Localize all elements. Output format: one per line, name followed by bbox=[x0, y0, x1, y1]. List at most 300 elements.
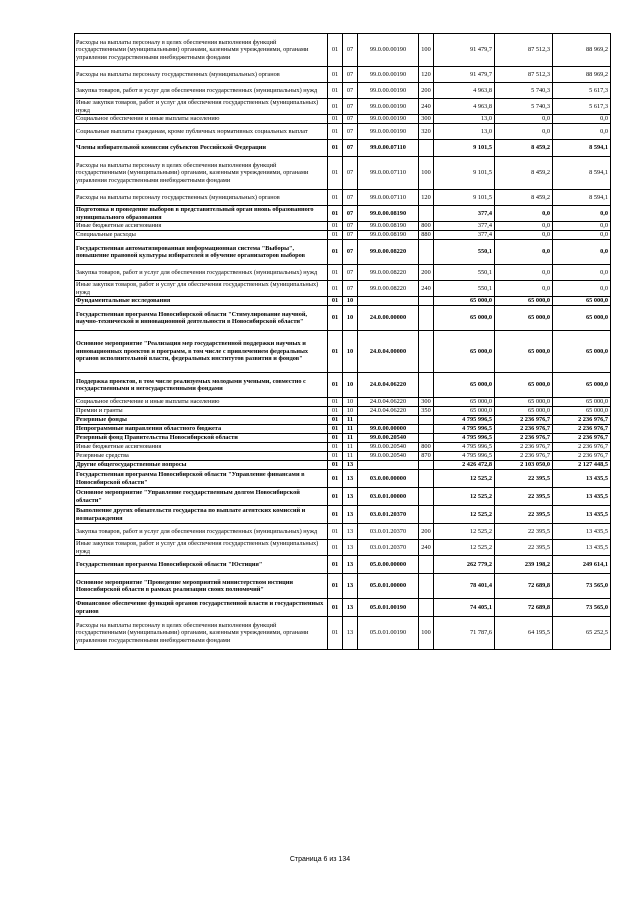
expense-type-code: 240 bbox=[419, 99, 434, 115]
amount-year-3: 65 000,0 bbox=[553, 407, 611, 416]
amount-year-3: 2 236 976,7 bbox=[553, 425, 611, 434]
amount-year-1: 78 401,4 bbox=[434, 574, 495, 599]
amount-year-2: 0,0 bbox=[495, 124, 553, 140]
target-article-code: 24.0.00.00000 bbox=[358, 306, 419, 331]
amount-year-2: 65 000,0 bbox=[495, 297, 553, 306]
expense-type-code: 200 bbox=[419, 83, 434, 99]
amount-year-2: 0,0 bbox=[495, 281, 553, 297]
item-name: Подготовка и проведение выборов в представительный орган вновь образованного муниципального образования bbox=[75, 206, 328, 222]
expense-type-code bbox=[419, 373, 434, 398]
subsection-code: 13 bbox=[343, 506, 358, 524]
amount-year-3: 13 435,5 bbox=[553, 488, 611, 506]
subsection-code: 13 bbox=[343, 488, 358, 506]
expense-type-code: 800 bbox=[419, 222, 434, 231]
amount-year-2: 65 000,0 bbox=[495, 331, 553, 373]
target-article-code: 99.0.00.08220 bbox=[358, 265, 419, 281]
subsection-code: 11 bbox=[343, 434, 358, 443]
section-code: 01 bbox=[328, 83, 343, 99]
target-article-code: 99.0.00.00190 bbox=[358, 99, 419, 115]
section-code: 01 bbox=[328, 540, 343, 556]
amount-year-3: 13 435,5 bbox=[553, 506, 611, 524]
expense-type-code bbox=[419, 297, 434, 306]
item-name: Закупка товаров, работ и услуг для обеспечения государственных (муниципальных) нужд bbox=[75, 265, 328, 281]
amount-year-1: 65 000,0 bbox=[434, 297, 495, 306]
amount-year-3: 13 435,5 bbox=[553, 524, 611, 540]
table-row bbox=[75, 67, 611, 83]
amount-year-1: 4 795 996,5 bbox=[434, 425, 495, 434]
item-name: Государственная программа Новосибирской области "Юстиция" bbox=[75, 556, 328, 574]
amount-year-2: 2 236 976,7 bbox=[495, 416, 553, 425]
expense-type-code: 300 bbox=[419, 398, 434, 407]
expense-type-code: 100 bbox=[419, 34, 434, 67]
section-code: 01 bbox=[328, 434, 343, 443]
amount-year-2: 8 459,2 bbox=[495, 157, 553, 190]
item-name: Социальное обеспечение и иные выплаты населению bbox=[75, 115, 328, 124]
target-article-code: 03.0.01.20370 bbox=[358, 540, 419, 556]
section-code: 01 bbox=[328, 190, 343, 206]
table-row bbox=[75, 265, 611, 281]
budget-table bbox=[74, 33, 611, 650]
section-code: 01 bbox=[328, 206, 343, 222]
table-row bbox=[75, 99, 611, 115]
subsection-code: 10 bbox=[343, 306, 358, 331]
table-row bbox=[75, 157, 611, 190]
subsection-code: 10 bbox=[343, 398, 358, 407]
amount-year-2: 65 000,0 bbox=[495, 407, 553, 416]
subsection-code: 13 bbox=[343, 574, 358, 599]
section-code: 01 bbox=[328, 617, 343, 650]
item-name: Иные закупки товаров, работ и услуг для обеспечения государственных (муниципальных) нужд bbox=[75, 281, 328, 297]
amount-year-3: 65 000,0 bbox=[553, 297, 611, 306]
section-code: 01 bbox=[328, 306, 343, 331]
amount-year-1: 377,4 bbox=[434, 206, 495, 222]
item-name: Поддержка проектов, в том числе реализуемых молодыми учеными, совместно с государственными и негосударственными фондами bbox=[75, 373, 328, 398]
item-name: Премии и гранты bbox=[75, 407, 328, 416]
amount-year-1: 262 779,2 bbox=[434, 556, 495, 574]
section-code: 01 bbox=[328, 373, 343, 398]
target-article-code bbox=[358, 461, 419, 470]
amount-year-2: 2 236 976,7 bbox=[495, 434, 553, 443]
target-article-code: 05.0.01.00190 bbox=[358, 599, 419, 617]
amount-year-2: 0,0 bbox=[495, 206, 553, 222]
table-row bbox=[75, 506, 611, 524]
amount-year-3: 73 565,0 bbox=[553, 574, 611, 599]
section-code: 01 bbox=[328, 574, 343, 599]
section-code: 01 bbox=[328, 443, 343, 452]
amount-year-1: 4 963,8 bbox=[434, 99, 495, 115]
section-code: 01 bbox=[328, 297, 343, 306]
target-article-code: 03.0.01.00000 bbox=[358, 488, 419, 506]
amount-year-1: 65 000,0 bbox=[434, 373, 495, 398]
expense-type-code bbox=[419, 425, 434, 434]
subsection-code: 10 bbox=[343, 331, 358, 373]
subsection-code: 10 bbox=[343, 297, 358, 306]
item-name: Фундаментальные исследования bbox=[75, 297, 328, 306]
amount-year-3: 249 614,1 bbox=[553, 556, 611, 574]
expense-type-code bbox=[419, 556, 434, 574]
amount-year-1: 12 525,2 bbox=[434, 506, 495, 524]
subsection-code: 11 bbox=[343, 425, 358, 434]
expense-type-code: 320 bbox=[419, 124, 434, 140]
table-row bbox=[75, 599, 611, 617]
subsection-code: 13 bbox=[343, 599, 358, 617]
expense-type-code: 100 bbox=[419, 617, 434, 650]
amount-year-2: 2 103 050,0 bbox=[495, 461, 553, 470]
table-row bbox=[75, 373, 611, 398]
table-row bbox=[75, 190, 611, 206]
amount-year-3: 0,0 bbox=[553, 115, 611, 124]
item-name: Государственная программа Новосибирской области "Стимулирование научной, научно-технической и инновационной деятельности в Новосибирской области" bbox=[75, 306, 328, 331]
item-name: Расходы на выплаты персоналу в целях обеспечения выполнения функций государственными (муниципальными) органами, казенными учреждениями, органами управления государственными внебюджетными фондами bbox=[75, 617, 328, 650]
amount-year-2: 5 740,3 bbox=[495, 83, 553, 99]
amount-year-3: 2 236 976,7 bbox=[553, 416, 611, 425]
expense-type-code bbox=[419, 574, 434, 599]
item-name: Непрограммные направления областного бюджета bbox=[75, 425, 328, 434]
table-row bbox=[75, 297, 611, 306]
subsection-code: 13 bbox=[343, 617, 358, 650]
amount-year-2: 65 000,0 bbox=[495, 398, 553, 407]
target-article-code: 99.0.00.20540 bbox=[358, 434, 419, 443]
target-article-code: 05.0.01.00190 bbox=[358, 617, 419, 650]
amount-year-1: 13,0 bbox=[434, 124, 495, 140]
amount-year-3: 8 594,1 bbox=[553, 140, 611, 157]
amount-year-3: 5 617,3 bbox=[553, 83, 611, 99]
table-row bbox=[75, 434, 611, 443]
section-code: 01 bbox=[328, 157, 343, 190]
item-name: Основное мероприятие "Управление государственным долгом Новосибирской области" bbox=[75, 488, 328, 506]
item-name: Государственная программа Новосибирской области "Управление финансами в Новосибирской области" bbox=[75, 470, 328, 488]
amount-year-3: 0,0 bbox=[553, 124, 611, 140]
amount-year-2: 65 000,0 bbox=[495, 306, 553, 331]
section-code: 01 bbox=[328, 124, 343, 140]
table-row bbox=[75, 470, 611, 488]
amount-year-2: 22 395,5 bbox=[495, 470, 553, 488]
table-row bbox=[75, 488, 611, 506]
amount-year-3: 65 000,0 bbox=[553, 373, 611, 398]
table-row bbox=[75, 461, 611, 470]
item-name: Резервные средства bbox=[75, 452, 328, 461]
target-article-code: 99.0.00.20540 bbox=[358, 452, 419, 461]
amount-year-3: 65 000,0 bbox=[553, 331, 611, 373]
section-code: 01 bbox=[328, 140, 343, 157]
subsection-code: 07 bbox=[343, 67, 358, 83]
amount-year-1: 12 525,2 bbox=[434, 540, 495, 556]
expense-type-code bbox=[419, 331, 434, 373]
amount-year-3: 65 000,0 bbox=[553, 398, 611, 407]
amount-year-3: 0,0 bbox=[553, 222, 611, 231]
amount-year-2: 0,0 bbox=[495, 265, 553, 281]
amount-year-3: 88 969,2 bbox=[553, 34, 611, 67]
amount-year-2: 2 236 976,7 bbox=[495, 452, 553, 461]
subsection-code: 07 bbox=[343, 231, 358, 240]
target-article-code: 99.0.00.07110 bbox=[358, 140, 419, 157]
amount-year-3: 0,0 bbox=[553, 265, 611, 281]
amount-year-1: 4 795 996,5 bbox=[434, 416, 495, 425]
table-row bbox=[75, 452, 611, 461]
page-footer: Страница 6 из 134 bbox=[289, 856, 351, 863]
amount-year-1: 4 795 996,5 bbox=[434, 443, 495, 452]
amount-year-2: 87 512,3 bbox=[495, 34, 553, 67]
item-name: Расходы на выплаты персоналу в целях обеспечения выполнения функций государственными (муниципальными) органами, казенными учреждениями, органами управления государственными внебюджетными фондами bbox=[75, 34, 328, 67]
target-article-code bbox=[358, 297, 419, 306]
target-article-code: 03.0.01.20370 bbox=[358, 506, 419, 524]
section-code: 01 bbox=[328, 461, 343, 470]
target-article-code: 03.0.00.00000 bbox=[358, 470, 419, 488]
target-article-code: 99.0.00.08220 bbox=[358, 240, 419, 265]
item-name: Расходы на выплаты персоналу государственных (муниципальных) органов bbox=[75, 67, 328, 83]
item-name: Резервные фонды bbox=[75, 416, 328, 425]
amount-year-3: 2 236 976,7 bbox=[553, 443, 611, 452]
amount-year-3: 2 236 976,7 bbox=[553, 434, 611, 443]
item-name: Основное мероприятие "Проведение мероприятий министерством юстиции Новосибирской области в рамках реализации своих полномочий" bbox=[75, 574, 328, 599]
target-article-code: 99.0.00.20540 bbox=[358, 443, 419, 452]
amount-year-1: 91 479,7 bbox=[434, 67, 495, 83]
amount-year-2: 2 236 976,7 bbox=[495, 425, 553, 434]
amount-year-1: 4 795 996,5 bbox=[434, 452, 495, 461]
target-article-code: 24.0.04.00000 bbox=[358, 331, 419, 373]
expense-type-code bbox=[419, 506, 434, 524]
expense-type-code: 240 bbox=[419, 540, 434, 556]
item-name: Резервный фонд Правительства Новосибирской области bbox=[75, 434, 328, 443]
subsection-code: 07 bbox=[343, 34, 358, 67]
section-code: 01 bbox=[328, 331, 343, 373]
amount-year-1: 550,1 bbox=[434, 281, 495, 297]
target-article-code: 03.0.01.20370 bbox=[358, 524, 419, 540]
section-code: 01 bbox=[328, 67, 343, 83]
subsection-code: 07 bbox=[343, 115, 358, 124]
amount-year-3: 0,0 bbox=[553, 231, 611, 240]
amount-year-2: 72 689,8 bbox=[495, 574, 553, 599]
table-row bbox=[75, 524, 611, 540]
amount-year-2: 0,0 bbox=[495, 222, 553, 231]
table-row bbox=[75, 115, 611, 124]
subsection-code: 11 bbox=[343, 452, 358, 461]
item-name: Иные закупки товаров, работ и услуг для обеспечения государственных (муниципальных) нужд bbox=[75, 540, 328, 556]
item-name: Государственная автоматизированная информационная система "Выборы", повышение правовой культуры избирателей и обучение организаторов выборов bbox=[75, 240, 328, 265]
expense-type-code: 870 bbox=[419, 452, 434, 461]
amount-year-1: 2 426 472,8 bbox=[434, 461, 495, 470]
amount-year-3: 8 594,1 bbox=[553, 157, 611, 190]
section-code: 01 bbox=[328, 488, 343, 506]
expense-type-code: 120 bbox=[419, 67, 434, 83]
subsection-code: 07 bbox=[343, 124, 358, 140]
item-name: Закупка товаров, работ и услуг для обеспечения государственных (муниципальных) нужд bbox=[75, 524, 328, 540]
table-row bbox=[75, 540, 611, 556]
item-name: Иные бюджетные ассигнования bbox=[75, 222, 328, 231]
item-name: Расходы на выплаты персоналу в целях обеспечения выполнения функций государственными (муниципальными) органами, казенными учреждениями, органами управления государственными внебюджетными фондами bbox=[75, 157, 328, 190]
amount-year-3: 13 435,5 bbox=[553, 470, 611, 488]
item-name: Основное мероприятие "Реализация мер государственной поддержки научных и инновационных проектов и программ, в том числе с привлечением федеральных органов исполнительной власти, федеральных институтов развития и фондов" bbox=[75, 331, 328, 373]
amount-year-1: 12 525,2 bbox=[434, 470, 495, 488]
amount-year-3: 65 252,5 bbox=[553, 617, 611, 650]
expense-type-code bbox=[419, 488, 434, 506]
section-code: 01 bbox=[328, 506, 343, 524]
target-article-code: 05.0.01.00000 bbox=[358, 574, 419, 599]
item-name: Социальное обеспечение и иные выплаты населению bbox=[75, 398, 328, 407]
expense-type-code: 200 bbox=[419, 265, 434, 281]
expense-type-code bbox=[419, 206, 434, 222]
amount-year-2: 5 740,3 bbox=[495, 99, 553, 115]
table-row bbox=[75, 83, 611, 99]
amount-year-3: 5 617,3 bbox=[553, 99, 611, 115]
table-row bbox=[75, 398, 611, 407]
item-name: Выполнение других обязательств государства по выплате агентских комиссий и вознаграждения bbox=[75, 506, 328, 524]
expense-type-code bbox=[419, 461, 434, 470]
item-name: Закупка товаров, работ и услуг для обеспечения государственных (муниципальных) нужд bbox=[75, 83, 328, 99]
amount-year-2: 22 395,5 bbox=[495, 524, 553, 540]
expense-type-code: 880 bbox=[419, 231, 434, 240]
amount-year-1: 65 000,0 bbox=[434, 398, 495, 407]
amount-year-3: 0,0 bbox=[553, 206, 611, 222]
section-code: 01 bbox=[328, 398, 343, 407]
expense-type-code: 100 bbox=[419, 157, 434, 190]
table-row bbox=[75, 425, 611, 434]
target-article-code: 99.0.00.08190 bbox=[358, 222, 419, 231]
target-article-code: 99.0.00.07110 bbox=[358, 190, 419, 206]
section-code: 01 bbox=[328, 452, 343, 461]
section-code: 01 bbox=[328, 231, 343, 240]
amount-year-2: 8 459,2 bbox=[495, 190, 553, 206]
target-article-code: 05.0.00.00000 bbox=[358, 556, 419, 574]
amount-year-3: 88 969,2 bbox=[553, 67, 611, 83]
section-code: 01 bbox=[328, 115, 343, 124]
subsection-code: 13 bbox=[343, 556, 358, 574]
table-row bbox=[75, 574, 611, 599]
target-article-code: 99.0.00.08220 bbox=[358, 281, 419, 297]
section-code: 01 bbox=[328, 524, 343, 540]
table-row bbox=[75, 407, 611, 416]
amount-year-1: 550,1 bbox=[434, 240, 495, 265]
budget-table-body bbox=[75, 34, 611, 650]
amount-year-1: 9 101,5 bbox=[434, 157, 495, 190]
item-name: Специальные расходы bbox=[75, 231, 328, 240]
section-code: 01 bbox=[328, 556, 343, 574]
table-row bbox=[75, 443, 611, 452]
expense-type-code: 200 bbox=[419, 524, 434, 540]
table-row bbox=[75, 416, 611, 425]
item-name: Финансовое обеспечение функций органов государственной власти и государственных органов bbox=[75, 599, 328, 617]
amount-year-3: 73 565,0 bbox=[553, 599, 611, 617]
amount-year-1: 74 405,1 bbox=[434, 599, 495, 617]
amount-year-1: 377,4 bbox=[434, 231, 495, 240]
item-name: Расходы на выплаты персоналу государственных (муниципальных) органов bbox=[75, 190, 328, 206]
amount-year-1: 9 101,5 bbox=[434, 140, 495, 157]
amount-year-2: 2 236 976,7 bbox=[495, 443, 553, 452]
amount-year-1: 377,4 bbox=[434, 222, 495, 231]
table-row bbox=[75, 34, 611, 67]
expense-type-code: 120 bbox=[419, 190, 434, 206]
amount-year-3: 13 435,5 bbox=[553, 540, 611, 556]
section-code: 01 bbox=[328, 599, 343, 617]
table-row bbox=[75, 140, 611, 157]
target-article-code: 24.0.04.06220 bbox=[358, 398, 419, 407]
amount-year-1: 65 000,0 bbox=[434, 306, 495, 331]
subsection-code: 11 bbox=[343, 443, 358, 452]
subsection-code: 07 bbox=[343, 265, 358, 281]
amount-year-1: 71 787,6 bbox=[434, 617, 495, 650]
amount-year-3: 8 594,1 bbox=[553, 190, 611, 206]
target-article-code bbox=[358, 416, 419, 425]
section-code: 01 bbox=[328, 34, 343, 67]
subsection-code: 13 bbox=[343, 470, 358, 488]
target-article-code: 99.0.00.00190 bbox=[358, 115, 419, 124]
table-row bbox=[75, 222, 611, 231]
section-code: 01 bbox=[328, 281, 343, 297]
table-row bbox=[75, 281, 611, 297]
table-row bbox=[75, 556, 611, 574]
amount-year-1: 13,0 bbox=[434, 115, 495, 124]
amount-year-2: 72 689,8 bbox=[495, 599, 553, 617]
target-article-code: 24.0.04.06220 bbox=[358, 407, 419, 416]
amount-year-2: 8 459,2 bbox=[495, 140, 553, 157]
amount-year-1: 65 000,0 bbox=[434, 407, 495, 416]
subsection-code: 07 bbox=[343, 281, 358, 297]
amount-year-3: 65 000,0 bbox=[553, 306, 611, 331]
target-article-code: 99.0.00.08190 bbox=[358, 206, 419, 222]
target-article-code: 99.0.00.00190 bbox=[358, 67, 419, 83]
section-code: 01 bbox=[328, 240, 343, 265]
item-name: Другие общегосударственные вопросы bbox=[75, 461, 328, 470]
table-row bbox=[75, 617, 611, 650]
table-row bbox=[75, 240, 611, 265]
amount-year-2: 22 395,5 bbox=[495, 540, 553, 556]
amount-year-2: 239 198,2 bbox=[495, 556, 553, 574]
expense-type-code bbox=[419, 599, 434, 617]
amount-year-3: 0,0 bbox=[553, 240, 611, 265]
subsection-code: 10 bbox=[343, 407, 358, 416]
expense-type-code bbox=[419, 240, 434, 265]
target-article-code: 24.0.04.06220 bbox=[358, 373, 419, 398]
amount-year-1: 4 795 996,5 bbox=[434, 434, 495, 443]
expense-type-code: 240 bbox=[419, 281, 434, 297]
expense-type-code: 350 bbox=[419, 407, 434, 416]
target-article-code: 99.0.00.00190 bbox=[358, 124, 419, 140]
subsection-code: 11 bbox=[343, 416, 358, 425]
section-code: 01 bbox=[328, 265, 343, 281]
amount-year-2: 65 000,0 bbox=[495, 373, 553, 398]
expense-type-code bbox=[419, 470, 434, 488]
expense-type-code bbox=[419, 416, 434, 425]
target-article-code: 99.0.00.00190 bbox=[358, 34, 419, 67]
target-article-code: 99.0.00.00000 bbox=[358, 425, 419, 434]
expense-type-code bbox=[419, 434, 434, 443]
subsection-code: 07 bbox=[343, 190, 358, 206]
table-row bbox=[75, 231, 611, 240]
item-name: Иные бюджетные ассигнования bbox=[75, 443, 328, 452]
table-row bbox=[75, 124, 611, 140]
amount-year-2: 87 512,3 bbox=[495, 67, 553, 83]
amount-year-1: 12 525,2 bbox=[434, 488, 495, 506]
expense-type-code: 800 bbox=[419, 443, 434, 452]
table-row bbox=[75, 206, 611, 222]
subsection-code: 07 bbox=[343, 140, 358, 157]
target-article-code: 99.0.00.07110 bbox=[358, 157, 419, 190]
subsection-code: 07 bbox=[343, 157, 358, 190]
subsection-code: 13 bbox=[343, 540, 358, 556]
amount-year-1: 65 000,0 bbox=[434, 331, 495, 373]
target-article-code: 99.0.00.08190 bbox=[358, 231, 419, 240]
amount-year-1: 4 963,8 bbox=[434, 83, 495, 99]
expense-type-code bbox=[419, 140, 434, 157]
amount-year-2: 22 395,5 bbox=[495, 506, 553, 524]
amount-year-2: 0,0 bbox=[495, 231, 553, 240]
item-name: Иные закупки товаров, работ и услуг для обеспечения государственных (муниципальных) нужд bbox=[75, 99, 328, 115]
subsection-code: 07 bbox=[343, 206, 358, 222]
amount-year-1: 12 525,2 bbox=[434, 524, 495, 540]
expense-type-code bbox=[419, 306, 434, 331]
section-code: 01 bbox=[328, 416, 343, 425]
subsection-code: 07 bbox=[343, 240, 358, 265]
